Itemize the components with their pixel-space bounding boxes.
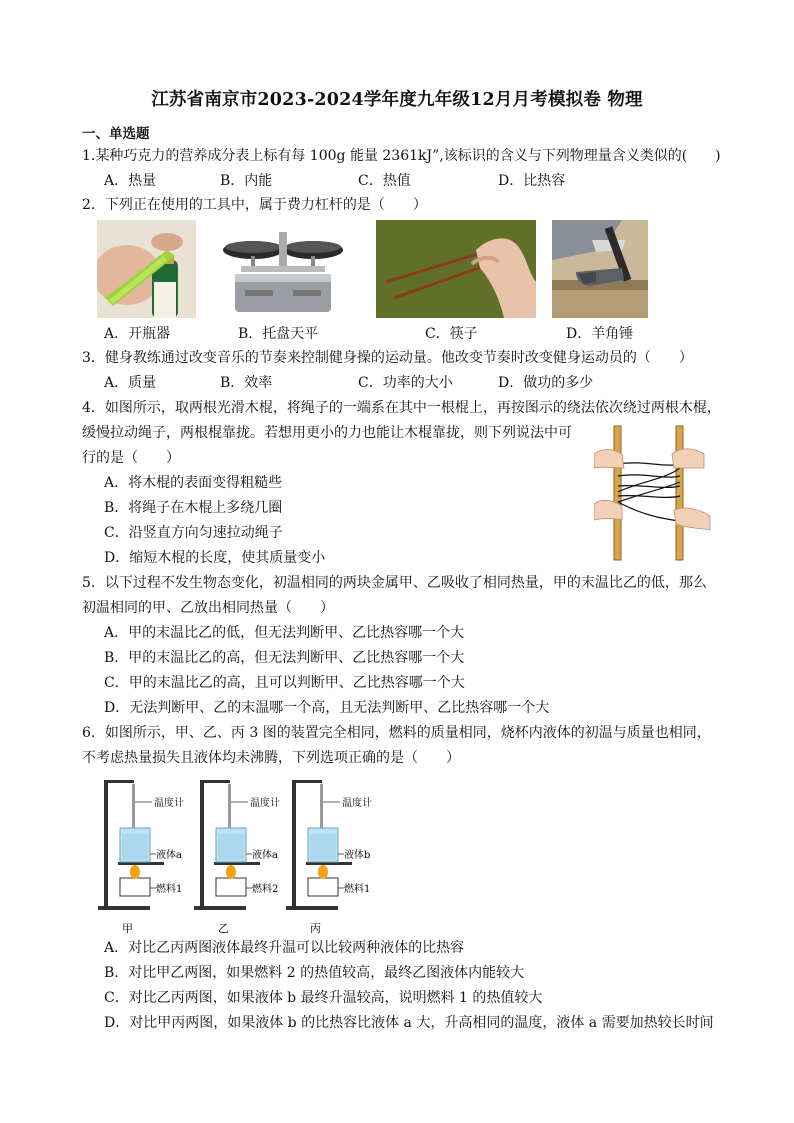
q3-option-d[interactable]: D．做功的多少 [498,375,594,391]
q3-option-c[interactable]: C．功率的大小 [358,375,453,391]
q5-option-c[interactable]: C．甲的末温比乙的高，且可以判断甲、乙比热容哪一个大 [104,675,465,691]
q5-option-b[interactable]: B．甲的末温比乙的高，但无法判断甲、乙比热容哪一个大 [104,650,465,666]
q3-option-a[interactable]: A．质量 [104,375,157,391]
yi-liquid-label: 液体a [252,850,278,861]
bing-fuel-label: 燃料1 [344,884,371,895]
q3-stem: 3．健身教练通过改变音乐的节奏来控制健身操的运动量。他改变节奏时改变健身运动员的（ ） [82,350,693,366]
yi-thermometer-label: 温度计 [250,798,280,809]
q6-option-c[interactable]: C．对比乙丙两图，如果液体 b 最终升温较高，说明燃料 1 的热值较大 [104,990,543,1006]
q4-option-a[interactable]: A．将木棍的表面变得粗糙些 [104,475,283,491]
q1-stem: 1.某种巧克力的营养成分表上标有每 100g 能量 2361kJ”,该标识的含义与下列物理量含义类似的( ) [82,148,721,164]
q5-option-d[interactable]: D．无法判断甲、乙的末温哪一个高，且无法判断甲、乙比热容哪一个大 [104,700,550,716]
jia-label: 甲 [122,922,133,935]
q1-option-b[interactable]: B．内能 [220,173,273,189]
q4-option-c[interactable]: C．沿竖直方向匀速拉动绳子 [104,525,283,541]
sticks-rope-figure [594,424,714,562]
q4-option-d[interactable]: D．缩短木棍的长度，使其质量变小 [104,550,326,566]
jia-fuel-label: 燃料1 [156,884,183,895]
q4-stem-line3: 行的是（ ） [82,450,180,466]
jia-liquid-label: 液体a [156,850,182,861]
q1-option-a[interactable]: A．热量 [104,173,157,189]
setup-bing [286,780,372,935]
yi-fuel-label: 燃料2 [252,884,279,895]
claw-hammer-image [552,220,648,318]
bing-liquid-label: 液体b [344,850,371,861]
q3-option-b[interactable]: B．效率 [220,375,273,391]
q6-stem-line1: 6．如图所示，甲、乙、丙 3 图的装置完全相同，燃料的质量相同，烧杯内液体的初温与质量也相同， [82,725,711,741]
q6-option-a[interactable]: A．对比乙丙两图液体最终升温可以比较两种液体的比热容 [104,940,465,956]
heating-setups-figure [98,772,388,938]
q4-stem-line1: 4．如图所示，取两根光滑木棍，将绳子的一端系在其中一根棍上，再按图示的绕法依次绕过两根木棍， [82,400,721,416]
exam-title: 江苏省南京市2023-2024学年度九年级12月月考模拟卷 物理 [151,90,643,110]
q6-option-d[interactable]: D．对比甲丙两图，如果液体 b 的比热容比液体 a 大，升高相同的温度，液体 a 需要加热较长时间 [104,1015,714,1031]
q2-option-a[interactable]: A．开瓶器 [104,326,171,342]
q1-option-c[interactable]: C．热值 [358,173,411,189]
setup-jia [98,780,184,935]
setup-yi [194,780,280,935]
q5-stem-line1: 5．以下过程不发生物态变化，初温相同的两块金属甲、乙吸收了相同热量，甲的末温比乙的低，那么 [82,575,707,591]
chopsticks-image [376,220,536,318]
balance-scale-image [221,222,345,318]
bing-thermometer-label: 温度计 [342,798,372,809]
q1-options [104,171,724,191]
q6-option-b[interactable]: B．对比甲乙两图，如果燃料 2 的热值较高，最终乙图液体内能较大 [104,965,525,981]
q2-option-d[interactable]: D．羊角锤 [566,326,634,342]
jia-thermometer-label: 温度计 [154,798,184,809]
section-heading: 一、单选题 [82,126,150,142]
q1-option-d[interactable]: D．比热容 [498,173,566,189]
q2-option-b[interactable]: B．托盘天平 [238,326,319,342]
q4-stem-line2: 缓慢拉动绳子，两根棍靠拢。若想用更小的力也能让木棍靠拢，则下列说法中可 [82,425,572,441]
q2-option-c[interactable]: C．筷子 [425,326,478,342]
q2-stem: 2．下列正在使用的工具中，属于费力杠杆的是（ ） [82,197,427,213]
q5-stem-line2: 初温相同的甲、乙放出相同热量（ ） [82,600,334,616]
bing-label: 丙 [310,922,321,935]
q3-options [104,373,724,393]
q5-option-a[interactable]: A．甲的末温比乙的低，但无法判断甲、乙比热容哪一个大 [104,625,465,641]
q6-stem-line2: 不考虑热量损失且液体均未沸腾，下列选项正确的是（ ） [82,750,460,766]
q4-option-b[interactable]: B．将绳子在木棍上多绕几圈 [104,500,283,516]
yi-label: 乙 [218,922,229,935]
bottle-opener-image [97,220,196,318]
